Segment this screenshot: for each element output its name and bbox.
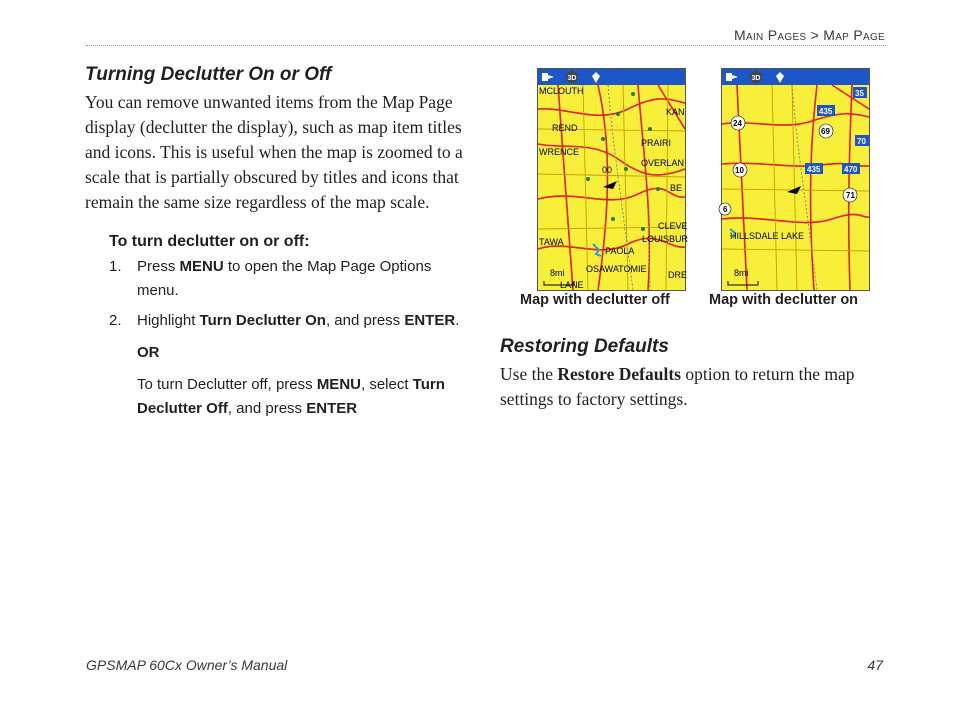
map-toolbar <box>538 69 685 85</box>
map-scale-label: 8mi <box>734 268 749 278</box>
map-label: BE <box>670 183 683 193</box>
or-block <box>137 341 475 421</box>
map-label: KAN <box>666 107 685 117</box>
key-menu: MENU <box>179 258 224 275</box>
section-title-restoring-defaults: Restoring Defaults <box>500 336 669 357</box>
declutter-intro: You can remove unwanted items from the Map Page display (declutter the display), such as map item titles and icons. This is useful when the map is zoomed to a scale that is partially obscured by titles and icons that remain the same size regardless of the map scale. <box>85 92 463 212</box>
or-text: To turn Declutter off, press MENU, select Turn Declutter Off, and press ENTER <box>137 376 445 417</box>
procedure-title: To turn declutter on or off: <box>109 233 310 250</box>
map-label: MCLOUTH <box>539 86 584 96</box>
interstate-shield: 70 <box>857 137 866 146</box>
interstate-shield: 470 <box>844 165 858 174</box>
map-label: OVERLAN <box>641 158 685 168</box>
or-label: OR <box>137 344 160 361</box>
map-label: DRE <box>668 270 688 280</box>
highway-shield: 10 <box>735 166 744 175</box>
map-label: LANE <box>560 280 584 290</box>
highway-shield: 6 <box>723 205 728 214</box>
section-title-declutter: Turning Declutter On or Off <box>85 64 332 85</box>
right-column <box>500 336 885 412</box>
footer-manual-title: GPSMAP 60Cx Owner’s Manual <box>86 657 288 673</box>
highway-shield: 24 <box>733 119 742 128</box>
interstate-shield: 435 <box>807 165 821 174</box>
map-scale-label: 8mi <box>550 268 565 278</box>
step-text: Highlight Turn Declutter On, and press ENTER. <box>137 312 460 329</box>
step-text: Press MENU to open the Map Page Options menu. <box>137 258 432 299</box>
interstate-shield: 35 <box>855 89 864 98</box>
map-label: PRAIRI <box>641 138 672 148</box>
interstate-shield: 435 <box>819 107 833 116</box>
svg-text:3D: 3D <box>751 75 761 82</box>
step-number: 2. <box>109 312 122 329</box>
map-label: WRENCE <box>539 147 579 157</box>
header-divider <box>86 45 886 46</box>
map-label: OSAWATOMIE <box>586 264 647 274</box>
highway-shield: 69 <box>821 127 830 136</box>
map-label: TAWA <box>539 237 564 247</box>
caption-declutter-off: Map with declutter off <box>520 292 670 308</box>
key-enter: ENTER <box>404 312 456 329</box>
map-label: LOUISBUR <box>642 234 689 244</box>
step-number: 1. <box>109 258 122 275</box>
map-label: PAOLA <box>605 246 635 256</box>
left-column <box>85 64 475 421</box>
key-turn-declutter-on: Turn Declutter On <box>199 312 326 329</box>
breadcrumb: Main Pages > Map Page <box>734 27 885 43</box>
map-toolbar <box>722 69 869 85</box>
map-label: CLEVE <box>658 221 688 231</box>
restoring-defaults-text: Use the Restore Defaults option to return the map settings to factory settings. <box>500 364 855 409</box>
map-label: HILLSDALE LAKE <box>730 231 805 241</box>
map-declutter-on <box>721 68 870 291</box>
key-restore-defaults: Restore Defaults <box>557 364 681 384</box>
map-label: 00 <box>602 165 613 175</box>
map-declutter-off <box>537 68 689 291</box>
caption-declutter-on: Map with declutter on <box>709 292 859 308</box>
step-1 <box>109 255 475 303</box>
svg-text:3D: 3D <box>567 75 577 82</box>
map-label: REND <box>552 123 578 133</box>
highway-shield: 71 <box>846 191 855 200</box>
step-2 <box>109 309 475 333</box>
footer-page-number: 47 <box>867 657 883 673</box>
